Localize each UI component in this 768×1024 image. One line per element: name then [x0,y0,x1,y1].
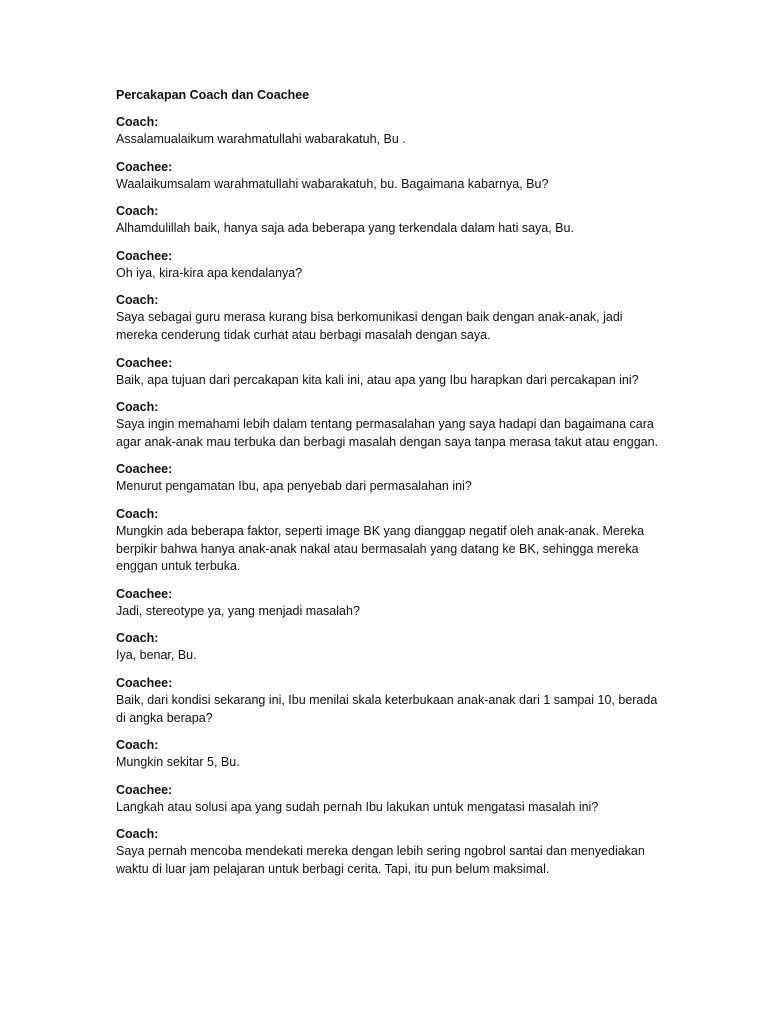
dialogue-turn [116,354,661,390]
speaker-label: Coachee: [116,586,173,601]
speaker-label: Coachee: [116,462,173,477]
dialogue-turn [116,158,661,194]
dialogue-turn [116,505,661,576]
utterance-text: Langkah atau solusi apa yang sudah pernah Ibu lakukan untuk mengatasi masalah ini? [116,799,599,814]
speaker-label: Coach: [116,400,159,415]
speaker-label: Coachee: [116,248,173,263]
speaker-label: Coach: [116,204,159,219]
utterance-text: Menurut pengamatan Ibu, apa penyebab dari permasalahan ini? [116,479,472,494]
dialogue-turn [116,825,661,878]
utterance-text: Baik, dari kondisi sekarang ini, Ibu menilai skala keterbukaan anak-anak dari 1 sampai 10, berada di angka berapa? [116,692,658,725]
document-page [116,86,661,887]
dialogue-turn [116,585,661,621]
speaker-label: Coach: [116,506,159,521]
utterance-text: Mungkin ada beberapa faktor, seperti image BK yang dianggap negatif oleh anak-anak. Mereka berpikir bahwa hanya anak-anak nakal atau bermasalah yang datang ke BK, sehingga mereka enggan untuk terbuka. [116,523,645,574]
dialogue-turn [116,202,661,238]
dialogue-turn [116,629,661,665]
dialogue-turn [116,781,661,817]
dialogue-turn [116,674,661,727]
dialogue-turn [116,398,661,451]
utterance-text: Baik, apa tujuan dari percakapan kita kali ini, atau apa yang Ibu harapkan dari percakapan ini? [116,372,639,387]
speaker-label: Coachee: [116,159,173,174]
dialogue-turn [116,736,661,772]
utterance-text: Oh iya, kira-kira apa kendalanya? [116,265,303,280]
speaker-label: Coach: [116,827,159,842]
speaker-label: Coachee: [116,355,173,370]
speaker-label: Coachee: [116,782,173,797]
dialogue-turn [116,113,661,149]
utterance-text: Alhamdulillah baik, hanya saja ada beberapa yang terkendala dalam hati saya, Bu. [116,221,574,236]
dialogue-turn [116,291,661,344]
utterance-text: Mungkin sekitar 5, Bu. [116,755,240,770]
speaker-label: Coach: [116,631,159,646]
dialogue-turn [116,460,661,496]
speaker-label: Coach: [116,738,159,753]
speaker-label: Coachee: [116,675,173,690]
dialogue-turn [116,247,661,283]
speaker-label: Coach: [116,115,159,129]
utterance-text: Saya pernah mencoba mendekati mereka dengan lebih sering ngobrol santai dan menyediakan waktu di luar jam pelajaran untuk berbagi cerita. Tapi, itu pun belum maksimal. [116,844,645,876]
utterance-text: Waalaikumsalam warahmatullahi wabarakatuh, bu. Bagaimana kabarnya, Bu? [116,176,549,191]
speaker-label: Coach: [116,293,159,308]
utterance-text: Saya sebagai guru merasa kurang bisa berkomunikasi dengan baik dengan anak-anak, jadi mereka cenderung tidak curhat atau berbagi masalah dengan saya. [116,310,623,342]
utterance-text: Saya ingin memahami lebih dalam tentang permasalahan yang saya hadapi dan bagaimana cara agar anak-anak mau terbuka dan berbagi masalah dengan saya tanpa merasa takut atau enggan. [116,417,659,449]
document-title: Percakapan Coach dan Coachee [116,88,310,102]
utterance-text: Assalamualaikum warahmatullahi wabarakatuh, Bu . [116,132,406,146]
utterance-text: Jadi, stereotype ya, yang menjadi masalah? [116,603,360,618]
utterance-text: Iya, benar, Bu. [116,648,197,663]
